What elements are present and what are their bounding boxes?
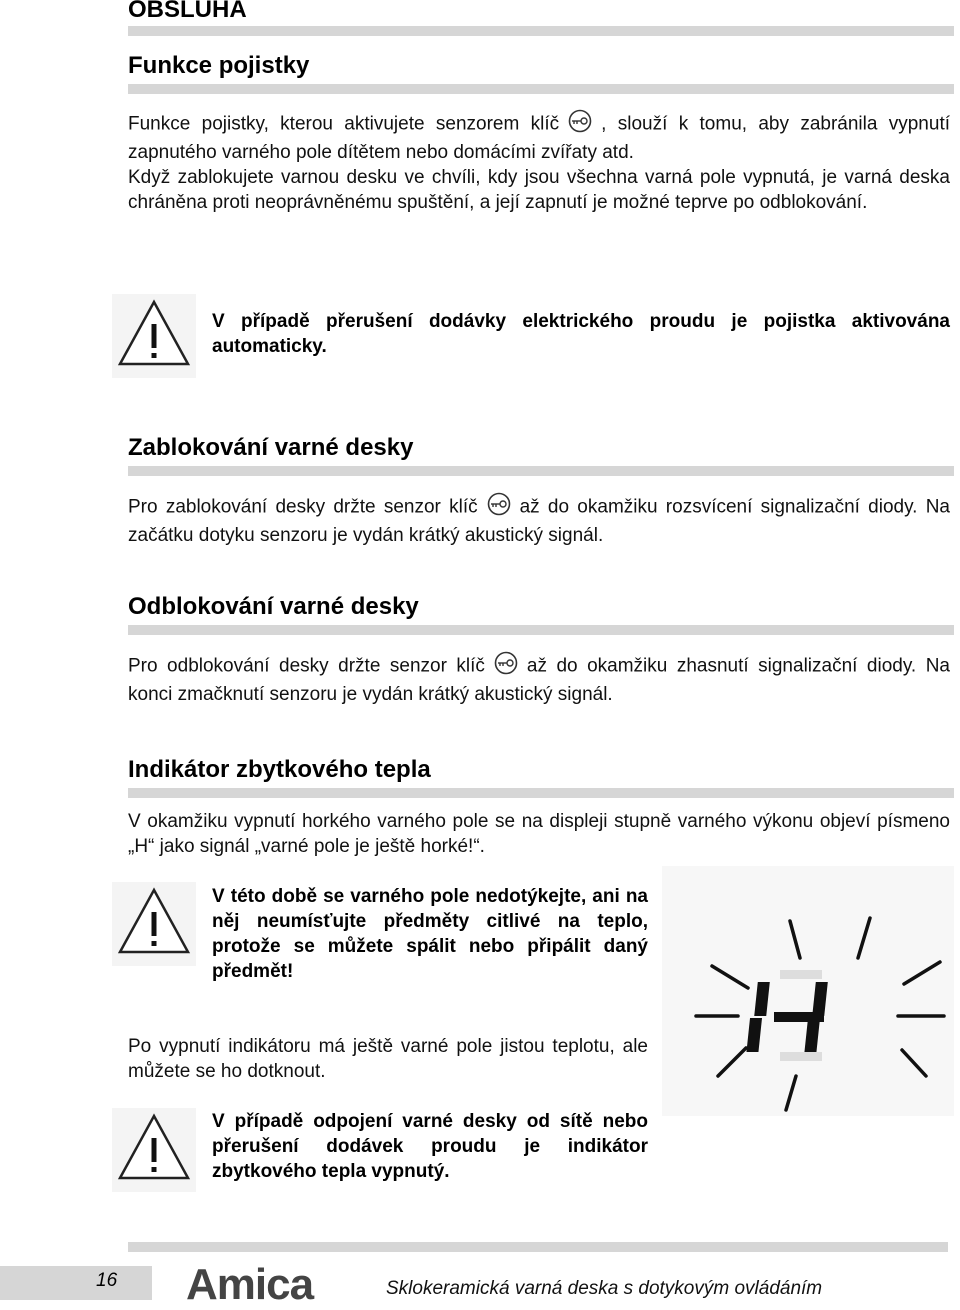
warning-triangle-icon xyxy=(112,882,196,966)
residual-warning-2: V případě odpojení varné desky od sítě nebo přerušení dodávek proudu je indikátor zbytkového tepla vypnutý. xyxy=(212,1111,648,1182)
hot-indicator-illustration xyxy=(662,866,954,1116)
unblock-paragraph xyxy=(128,651,950,707)
residual-warning-1: V této době se varného pole nedotýkejte, ani na něj neumísťujte předměty citlivé na teplo, protože se můžete spálit nebo připálit daný předmět! xyxy=(212,886,648,982)
section-title-lock: Funkce pojistky xyxy=(128,52,310,79)
section-title-block: Zablokování varné desky xyxy=(128,434,414,461)
block-text-end: až do okamžiku rozsvícení signalizační diody. Na začátku dotyku senzoru je vydán krátký akustický signál. xyxy=(128,496,950,546)
section-bar-residual xyxy=(128,788,954,798)
lock-warning: V případě přerušení dodávky elektrického proudu je pojistka aktivována automaticky. xyxy=(212,311,950,357)
section-bar-lock xyxy=(128,84,954,94)
section-bar-unblock xyxy=(128,625,954,635)
unblock-text-start: Pro odblokování desky držte senzor klíč xyxy=(128,655,485,677)
amica-logo: Amica xyxy=(186,1260,314,1309)
unblock-text-end: až do okamžiku zhasnutí signalizační diody. Na konci zmačknutí senzoru je vydán krátký akustický signál. xyxy=(128,655,950,705)
footer-bar xyxy=(128,1242,948,1252)
page-title: OBSLUHA xyxy=(128,0,247,23)
lock-paragraph-1 xyxy=(128,109,950,165)
section-bar-block xyxy=(128,466,954,476)
header-bar xyxy=(128,26,954,36)
block-text-start: Pro zablokování desky držte senzor klíč xyxy=(128,496,478,518)
key-sensor-icon xyxy=(489,651,523,682)
page-number: 16 xyxy=(96,1270,118,1291)
section-title-residual: Indikátor zbytkového tepla xyxy=(128,756,431,783)
key-sensor-icon xyxy=(482,492,516,523)
section-title-unblock: Odblokování varné desky xyxy=(128,593,419,620)
block-paragraph xyxy=(128,492,950,548)
warning-triangle-icon xyxy=(112,294,196,378)
key-sensor-icon xyxy=(563,109,597,140)
footer-title: Sklokeramická varná deska s dotykovým ovládáním xyxy=(386,1278,823,1299)
residual-paragraph-2: Po vypnutí indikátoru má ještě varné pole jistou teplotu, ale můžete se ho dotknout. xyxy=(128,1036,648,1082)
lock-paragraph xyxy=(128,109,950,215)
page-number-box xyxy=(0,1266,152,1300)
lock-paragraph-2: Když zablokujete varnou desku ve chvíli, kdy jsou všechna varná pole vypnutá, je varná deska chráněna proti neoprávněnému spuštění, a její zapnutí je možné teprve po odblokování. xyxy=(128,167,950,213)
lock-p1-end: , slouží k tomu, aby zabránila vypnutí zapnutého varného pole dítětem nebo domácími zvířaty atd. xyxy=(128,113,950,163)
lock-p1-start: Funkce pojistky, kterou aktivujete senzorem klíč xyxy=(128,113,560,135)
warning-triangle-icon xyxy=(112,1108,196,1192)
residual-paragraph: V okamžiku vypnutí horkého varného pole se na displeji stupně varného výkonu objeví písmeno „H“ jako signál „varné pole je ještě horké!“. xyxy=(128,811,950,857)
